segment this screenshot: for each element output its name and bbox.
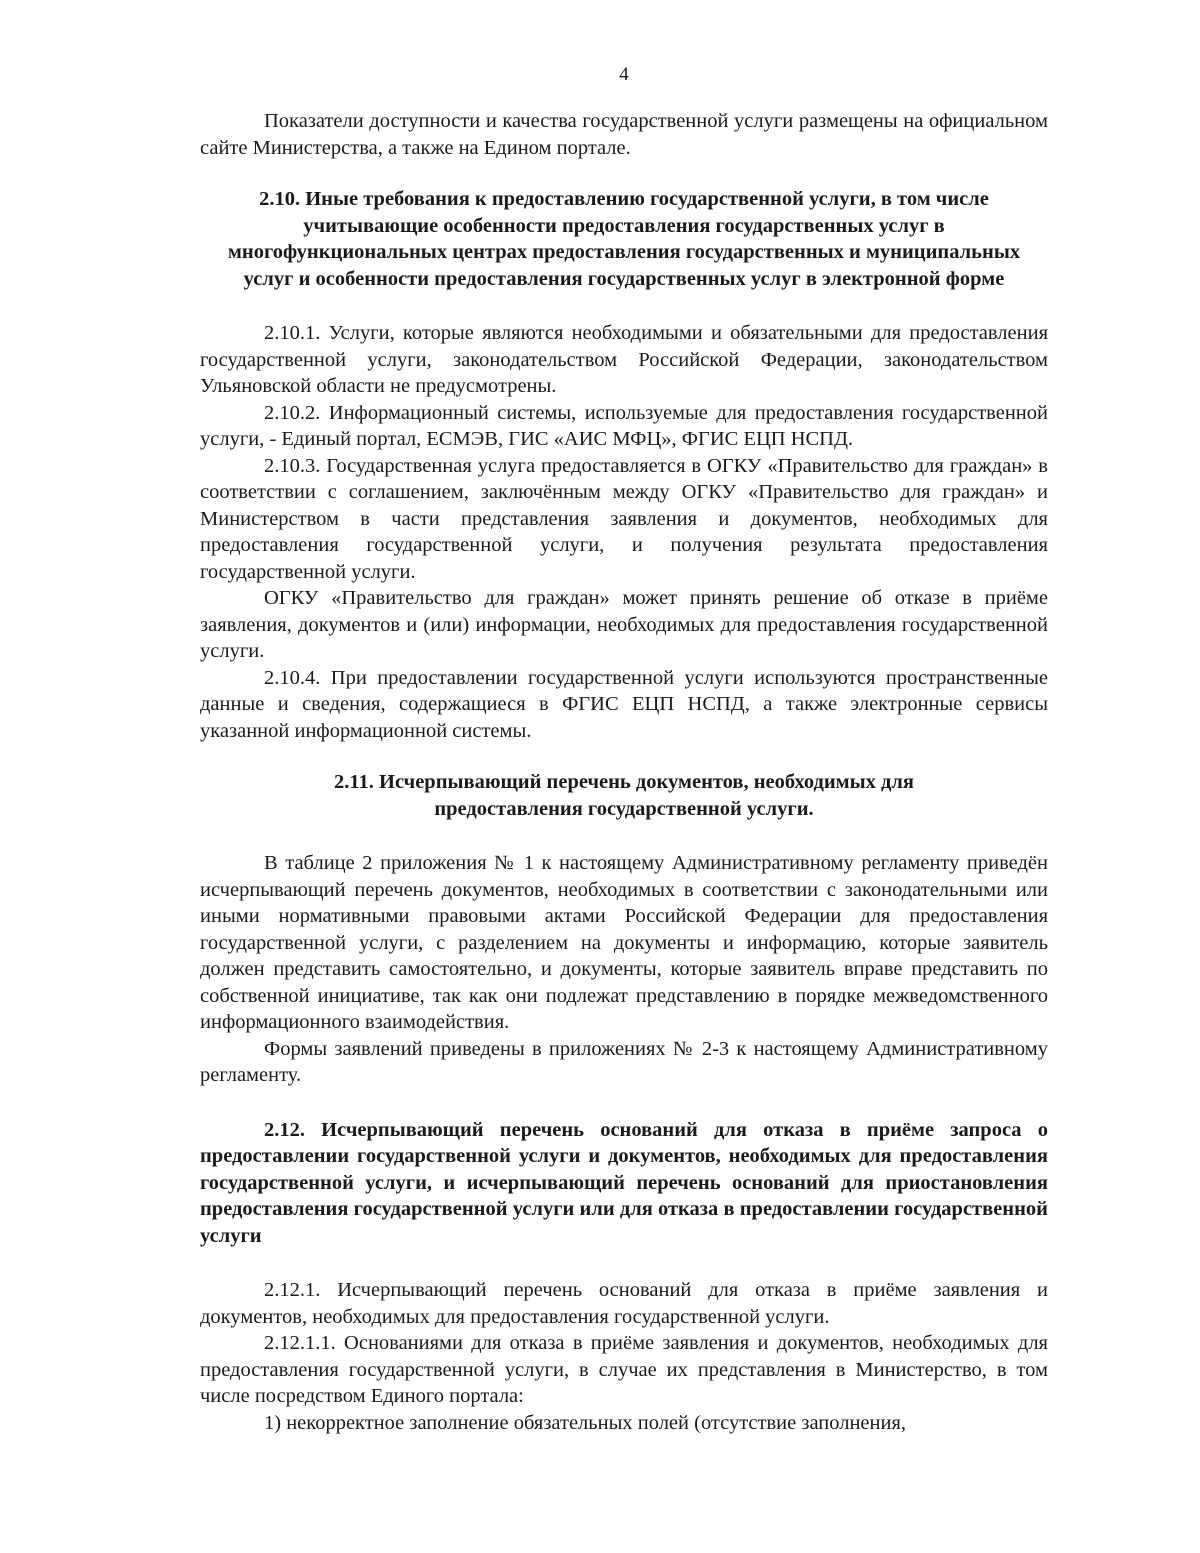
paragraph-2-12-1: 2.12.1. Исчерпывающий перечень оснований для отказа в приёме заявления и документов, необходимых для предоставления государственной услуги. (200, 1279, 1048, 1328)
section-2-10-heading: 2.10. Иные требования к предоставлению государственной услуги, в том числе учитывающие особенности предоставления государственных услуг в многофункциональных центрах предоставления государственных и муниципальных услуг и особенности предоставления государственных услуг в электронной форме (227, 188, 1021, 290)
paragraph-forms: Формы заявлений приведены в приложениях № 2-3 к настоящему Административному регламенту. (200, 1037, 1048, 1086)
paragraph-2-10-4: 2.10.4. При предоставлении государственной услуги используются пространственные данные и сведения, содержащиеся в ФГИС ЕЦП НСПД, а также электронные сервисы указанной информационной системы. (200, 666, 1048, 742)
paragraph-2-10-2: 2.10.2. Информационный системы, используемые для предоставления государственной услуги, - Единый портал, ЕСМЭВ, ГИС «АИС МФЦ», ФГИС ЕЦП НСПД. (200, 401, 1048, 450)
list-item-1: 1) некорректное заполнение обязательных полей (отсутствие заполнения, (264, 1411, 907, 1434)
page-number: 4 (619, 64, 629, 85)
section-2-11-heading: 2.11. Исчерпывающий перечень документов, необходимых для предоставления государственной услуги. (334, 771, 914, 820)
paragraph-2-10-3: 2.10.3. Государственная услуга предоставляется в ОГКУ «Правительство для граждан» в соответствии с соглашением, заключённым между ОГКУ «Правительство для граждан» и Министерством в части представления заявления и документов, необходимых для предоставления государственной услуги, и получения результата предоставления государственной услуги. (200, 454, 1048, 583)
paragraph-2-10-1: 2.10.1. Услуги, которые являются необходимыми и обязательными для предоставления государственной услуги, законодательством Российской Федерации, законодательством Ульяновской области не предусмотрены. (200, 322, 1048, 397)
document-body (200, 108, 1048, 1436)
paragraph-table-2: В таблице 2 приложения № 1 к настоящему Административному регламенту приведён исчерпывающий перечень документов, необходимых в соответствии с законодательными или иными нормативными правовыми актами Российской Федерации для предоставления государственной услуги, с разделением на документы и информацию, которые заявитель должен представить самостоятельно, и документы, которые заявитель вправе представить по собственной инициативе, так как они подлежат представлению в порядке межведомственного информационного взаимодействия. (200, 852, 1048, 1033)
paragraph-ogku-refusal: ОГКУ «Правительство для граждан» может принять решение об отказе в приёме заявления, документов и (или) информации, необходимых для предоставления государственной услуги. (200, 587, 1048, 662)
section-2-12-heading: 2.12. Исчерпывающий перечень оснований для отказа в приёме запроса о предоставлении государственной услуги и документов, необходимых для предоставления государственной услуги, и исчерпывающий перечень оснований для приостановления предоставления государственной услуги или для отказа в предоставлении государственной услуги (200, 1118, 1048, 1247)
paragraph-2-12-1-1: 2.12.1.1. Основаниями для отказа в приёме заявления и документов, необходимых для предоставления государственной услуги, в случае их представления в Министерство, в том числе посредством Единого портала: (200, 1332, 1048, 1407)
intro-paragraph: Показатели доступности и качества государственной услуги размещены на официальном сайте Министерства, а также на Едином портале. (200, 110, 1048, 159)
